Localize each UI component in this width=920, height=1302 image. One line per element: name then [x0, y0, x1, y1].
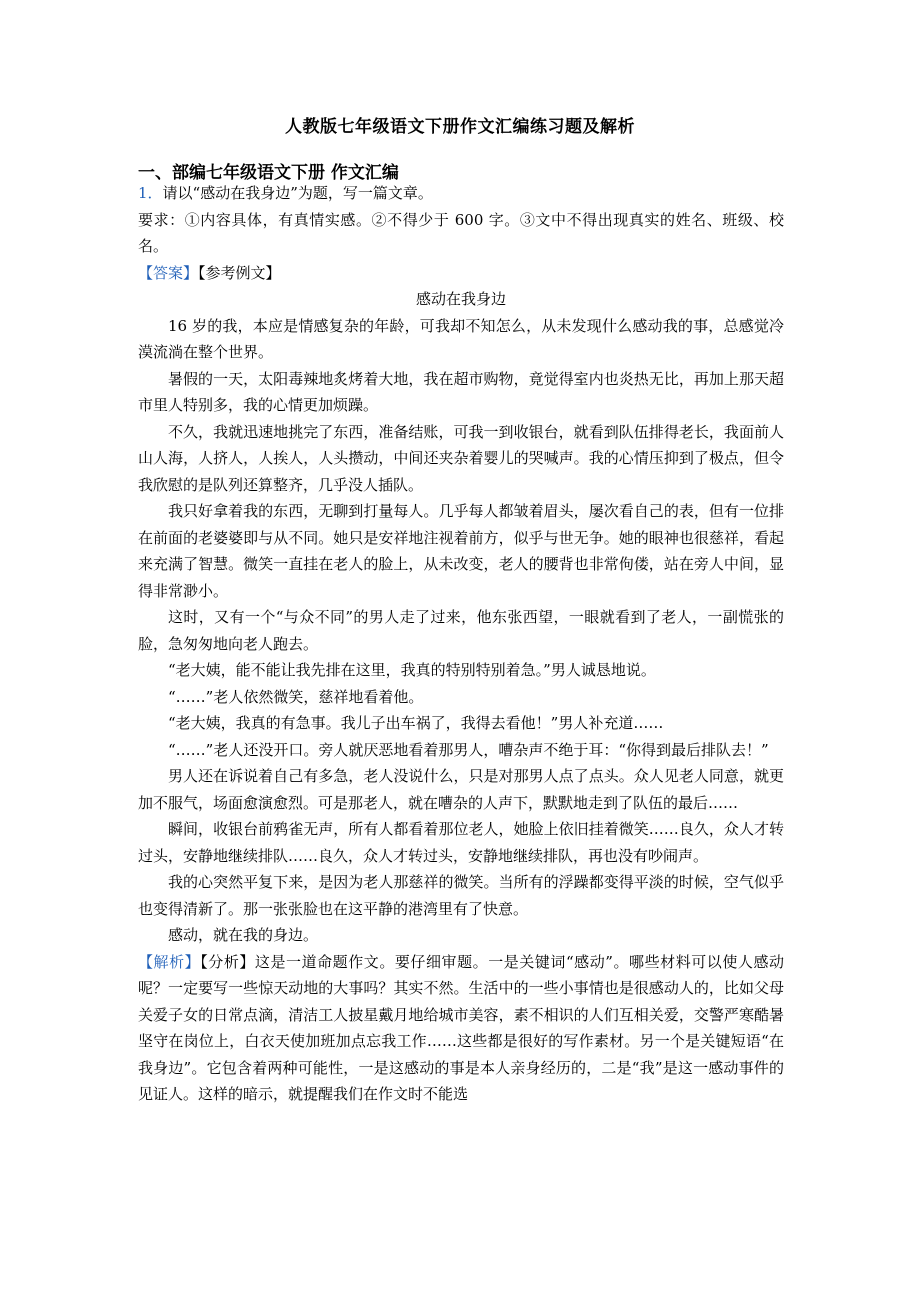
question-number: 1．: [138, 184, 163, 202]
reference-tag: 【参考例文】: [198, 263, 281, 282]
essay-paragraph: 感动，就在我的身边。: [168, 926, 319, 944]
essay-paragraph: “老大姨，我真的有急事。我儿子出车祸了，我得去看他！”男人补充道……: [168, 714, 664, 732]
essay-title: 感动在我身边: [415, 290, 506, 308]
essay-paragraph: “……”老人依然微笑，慈祥地看着他。: [168, 687, 424, 706]
essay-paragraph: 我只好拿着我的东西，无聊到打量每人。几乎每人都皱着眉头，屡次看自己的表，但有一位排在前面的老婆婆即与从不同。她只是安祥地注视着前方，似乎与世无争。她的眼神也很慈祥，看起来充满了智慧。微笑一直挂在老人的脸上，从未改变，老人的腰背也非常佝偻，站在旁人中间，显得非常渺小。: [138, 502, 784, 600]
document-body: [138, 180, 784, 1108]
analysis-text: 【分析】这是一道命题作文。要仔细审题。一是关键词“感动”。哪些材料可以使人感动呢？一定要写一些惊天动地的大事吗？其实不然。生活中的一些小事情也是很感动人的，比如父母关爱子女的日常点滴，清洁工人披星戴月地给城市美容，素不相识的人们互相关爱，交警严寒酷暑坚守在岗位上，白衣天使加班加点忘我工作……这些都是很好的写作素材。另一个是关键短语“在我身边”。它包含着两种可能性，一是这感动的事是本人亲身经历的，二是“我”是这一感动事件的见证人。这样的暗示，就提醒我们在作文时不能选: [138, 952, 784, 1103]
question-line: [138, 180, 784, 207]
answer-header: [138, 260, 784, 287]
essay-paragraph: “老大姨，能不能让我先排在这里，我真的特别特别着急。”男人诚恳地说。: [168, 661, 656, 679]
essay-paragraph: 瞬间，收银台前鸦雀无声，所有人都看着那位老人，她脸上依旧挂着微笑……良久，众人才转过头，安静地继续排队……良久，众人才转过头，安静地继续排队，再也没有吵闹声。: [138, 820, 784, 865]
question-requirements: 要求：①内容具体，有真情实感。②不得少于 600 字。③文中不得出现真实的姓名、班级、校名。: [138, 210, 784, 255]
analysis-paragraph: [138, 949, 784, 1108]
analysis-tag: 【解析】: [138, 952, 201, 971]
essay-paragraph: 暑假的一天，太阳毒辣地炙烤着大地，我在超市购物，竟觉得室内也炎热无比，再加上那天超市里人特别多，我的心情更加烦躁。: [138, 369, 784, 414]
essay-paragraph: 16 岁的我，本应是情感复杂的年龄，可我却不知怎么，从未发现什么感动我的事，总感觉冷漠流淌在整个世界。: [138, 316, 784, 361]
section-heading: 一、部编七年级语文下册 作文汇编: [138, 163, 399, 183]
essay-paragraph: “……”老人还没开口。旁人就厌恶地看着那男人，嘈杂声不绝于耳：“你得到最后排队去！”: [168, 740, 769, 759]
essay-paragraph: 我的心突然平复下来，是因为老人那慈祥的微笑。当所有的浮躁都变得平淡的时候，空气似乎也变得清新了。那一张张脸也在这平静的港湾里有了快意。: [138, 873, 784, 918]
document-title: 人教版七年级语文下册作文汇编练习题及解析: [285, 117, 635, 137]
essay-paragraph: 不久，我就迅速地挑完了东西，准备结账，可我一到收银台，就看到队伍排得老长，我面前人山人海，人挤人，人挨人，人头攒动，中间还夹杂着婴儿的哭喊声。我的心情压抑到了极点，但令我欣慰的是队列还算整齐，几乎没人插队。: [138, 422, 784, 494]
answer-tag: 【答案】: [138, 263, 199, 282]
essay-paragraph: 这时，又有一个“与众不同”的男人走了过来，他东张西望，一眼就看到了老人，一副慌张的脸，急匆匆地向老人跑去。: [138, 608, 784, 653]
essay-paragraph: 男人还在诉说着自己有多急，老人没说什么，只是对那男人点了点头。众人见老人同意，就更加不服气，场面愈演愈烈。可是那老人，就在嘈杂的人声下，默默地走到了队伍的最后……: [138, 767, 784, 812]
question-prompt: 请以“感动在我身边”为题，写一篇文章。: [162, 184, 433, 202]
